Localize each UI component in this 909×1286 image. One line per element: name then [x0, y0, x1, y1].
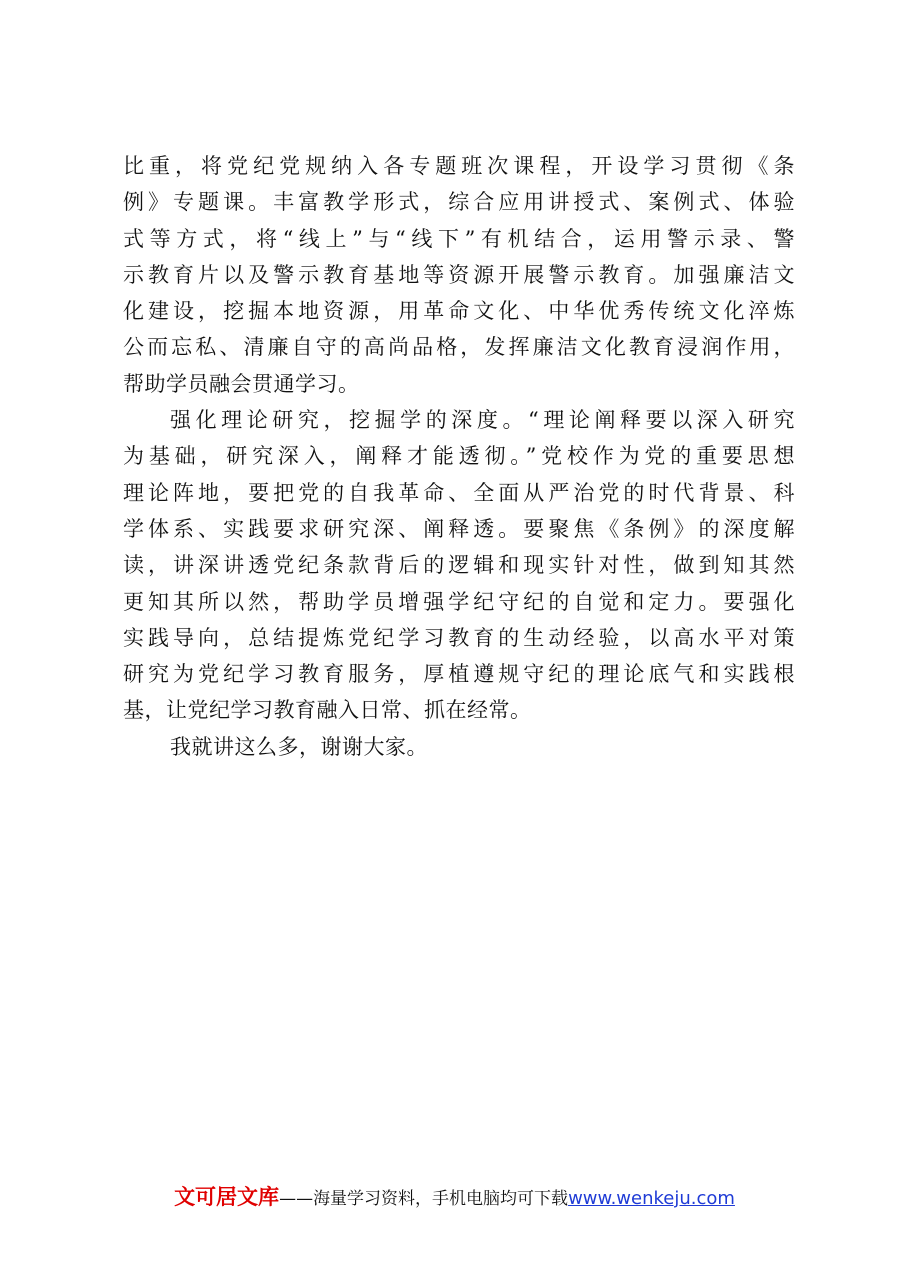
- text-line: 示教育片以及警示教育基地等资源开展警示教育。加强廉洁文: [123, 262, 795, 287]
- text-line: 基，让党纪学习教育融入日常、抓在经常。: [123, 698, 532, 723]
- paragraph-1: [123, 148, 795, 402]
- paragraph-3: [123, 729, 795, 765]
- text-line: 化建设，挖掘本地资源，用革命文化、中华优秀传统文化淬炼: [123, 299, 795, 324]
- text-line: 例》专题课。丰富教学形式，综合应用讲授式、案例式、体验: [123, 190, 795, 215]
- document-body: [123, 148, 795, 765]
- text-line: 理论阵地，要把党的自我革命、全面从严治党的时代背景、科: [123, 480, 795, 505]
- text-line: 比重，将党纪党规纳入各专题班次课程，开设学习贯彻《条: [123, 154, 795, 178]
- text-line: 更知其所以然，帮助学员增强学纪守纪的自觉和定力。要强化: [123, 589, 795, 614]
- text-line: 公而忘私、清廉自守的高尚品格，发挥廉洁文化教育浸润作用，: [123, 335, 795, 360]
- text-line: 式等方式，将“线上”与“线下”有机结合，运用警示录、警: [123, 226, 795, 251]
- text-line: 研究为党纪学习教育服务，厚植遵规守纪的理论底气和实践根: [123, 662, 795, 687]
- page-footer: [0, 1181, 909, 1211]
- paragraph-2: [123, 402, 795, 729]
- text-line: 为基础，研究深入，阐释才能透彻。”党校作为党的重要思想: [123, 444, 795, 469]
- text-line: 实践导向，总结提炼党纪学习教育的生动经验，以高水平对策: [123, 625, 795, 650]
- text-line: 帮助学员融会贯通学习。: [123, 371, 360, 396]
- text-line: 强化理论研究，挖掘学的深度。“理论阐释要以深入研究: [170, 408, 795, 433]
- text-line: 学体系、实践要求研究深、阐释透。要聚焦《条例》的深度解: [123, 516, 795, 541]
- website-link[interactable]: www.wenkeju.com: [568, 1188, 735, 1209]
- text-line: 读，讲深讲透党纪条款背后的逻辑和现实针对性，做到知其然: [123, 553, 795, 578]
- brand-name: 文可居文库: [174, 1185, 280, 1209]
- footer-tagline: ——海量学习资料，手机电脑均可下载: [279, 1189, 569, 1209]
- closing-line: 我就讲这么多，谢谢大家。: [170, 734, 428, 759]
